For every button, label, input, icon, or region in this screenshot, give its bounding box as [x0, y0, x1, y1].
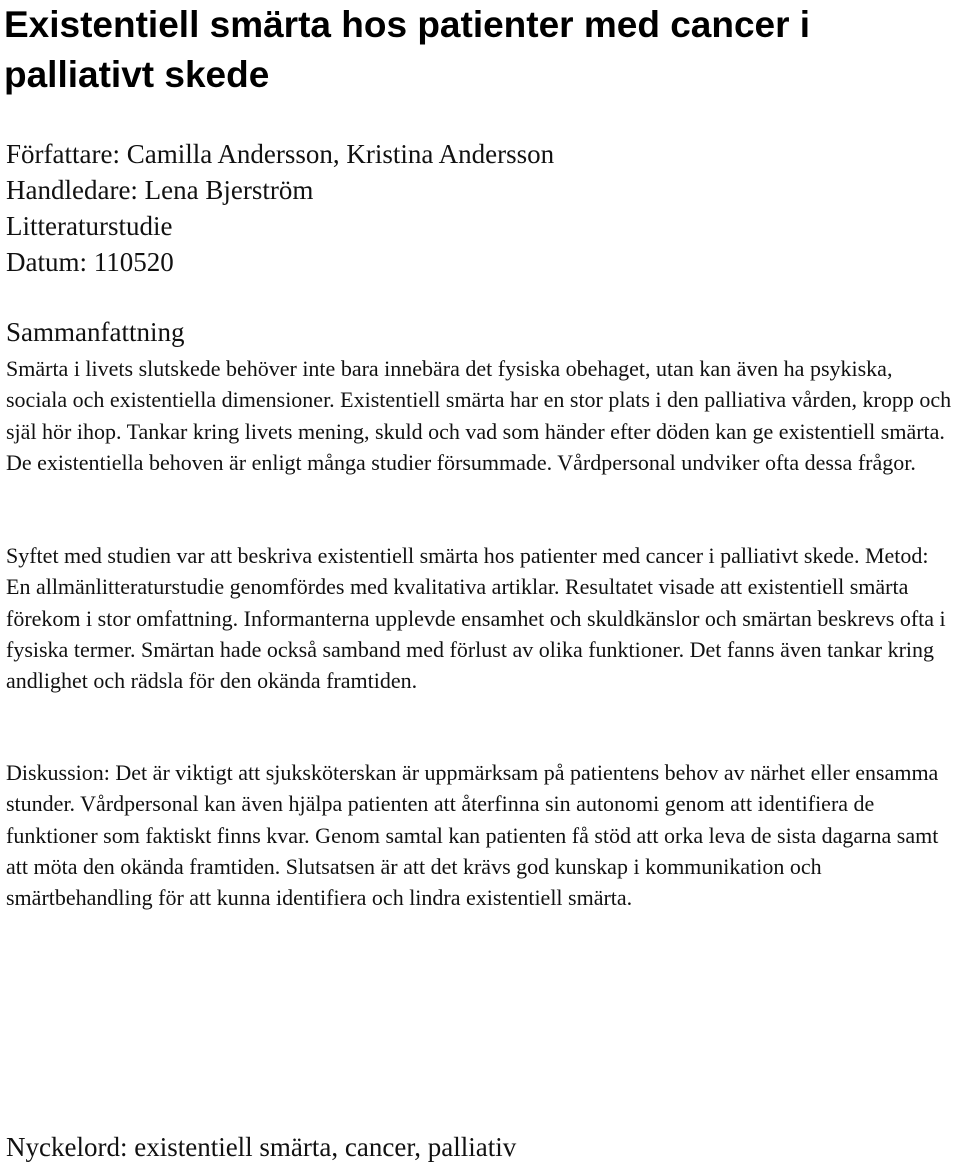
document-meta [6, 136, 554, 280]
summary-heading: Sammanfattning [6, 317, 185, 347]
keywords-line: Nyckelord: existentiell smärta, cancer, palliativ [6, 1132, 517, 1162]
summary-paragraph-discussion: Diskussion: Det är viktigt att sjuksköterskan är uppmärksam på patientens behov av närhet eller ensamma stunder. Vårdpersonal kan även hjälpa patienten att återfinna sin autonomi genom att identifiera de funktioner som faktiskt finns kvar. Genom samtal kan patienten få stöd att orka leva de sista dagarna samt att möta den okända framtiden. Slutsatsen är att det krävs god kunskap i kommunikation och smärtbehandling för att kunna identifiera och lindra existentiell smärta. [6, 760, 939, 911]
study-type-line: Litteraturstudie [6, 211, 173, 241]
authors-line: Författare: Camilla Andersson, Kristina Andersson [6, 139, 555, 169]
page-title: Existentiell smärta hos patienter med cancer i palliativt skede [4, 4, 811, 95]
summary-paragraph-background: Smärta i livets slutskede behöver inte bara innebära det fysiska obehaget, utan kan även ha psykiska, sociala och existentiella dimensioner. Existentiell smärta har en stor plats i den palliativa vården, kropp och själ hör ihop. Tankar kring livets mening, skuld och vad som händer efter döden kan ge existentiell smärta. De existentiella behoven är enligt många studier försummade. Vårdpersonal undviker ofta dessa frågor. [6, 356, 952, 475]
summary-paragraph-aim-method-results: Syftet med studien var att beskriva existentiell smärta hos patienter med cancer i palliativt skede. Metod: En allmänlitteraturstudie genomfördes med kvalitativa artiklar. Resultatet visade att existentiell smärta förekom i stor omfattning. Informanterna upplevde ensamhet och skuldkänslor och smärtan beskrevs ofta i fysiska termer. Smärtan hade också samband med förlust av olika funktioner. Det fanns även tankar kring andlighet och rädsla för den okända framtiden. [6, 543, 946, 694]
supervisor-line: Handledare: Lena Bjerström [6, 175, 314, 205]
date-line: Datum: 110520 [6, 247, 174, 277]
